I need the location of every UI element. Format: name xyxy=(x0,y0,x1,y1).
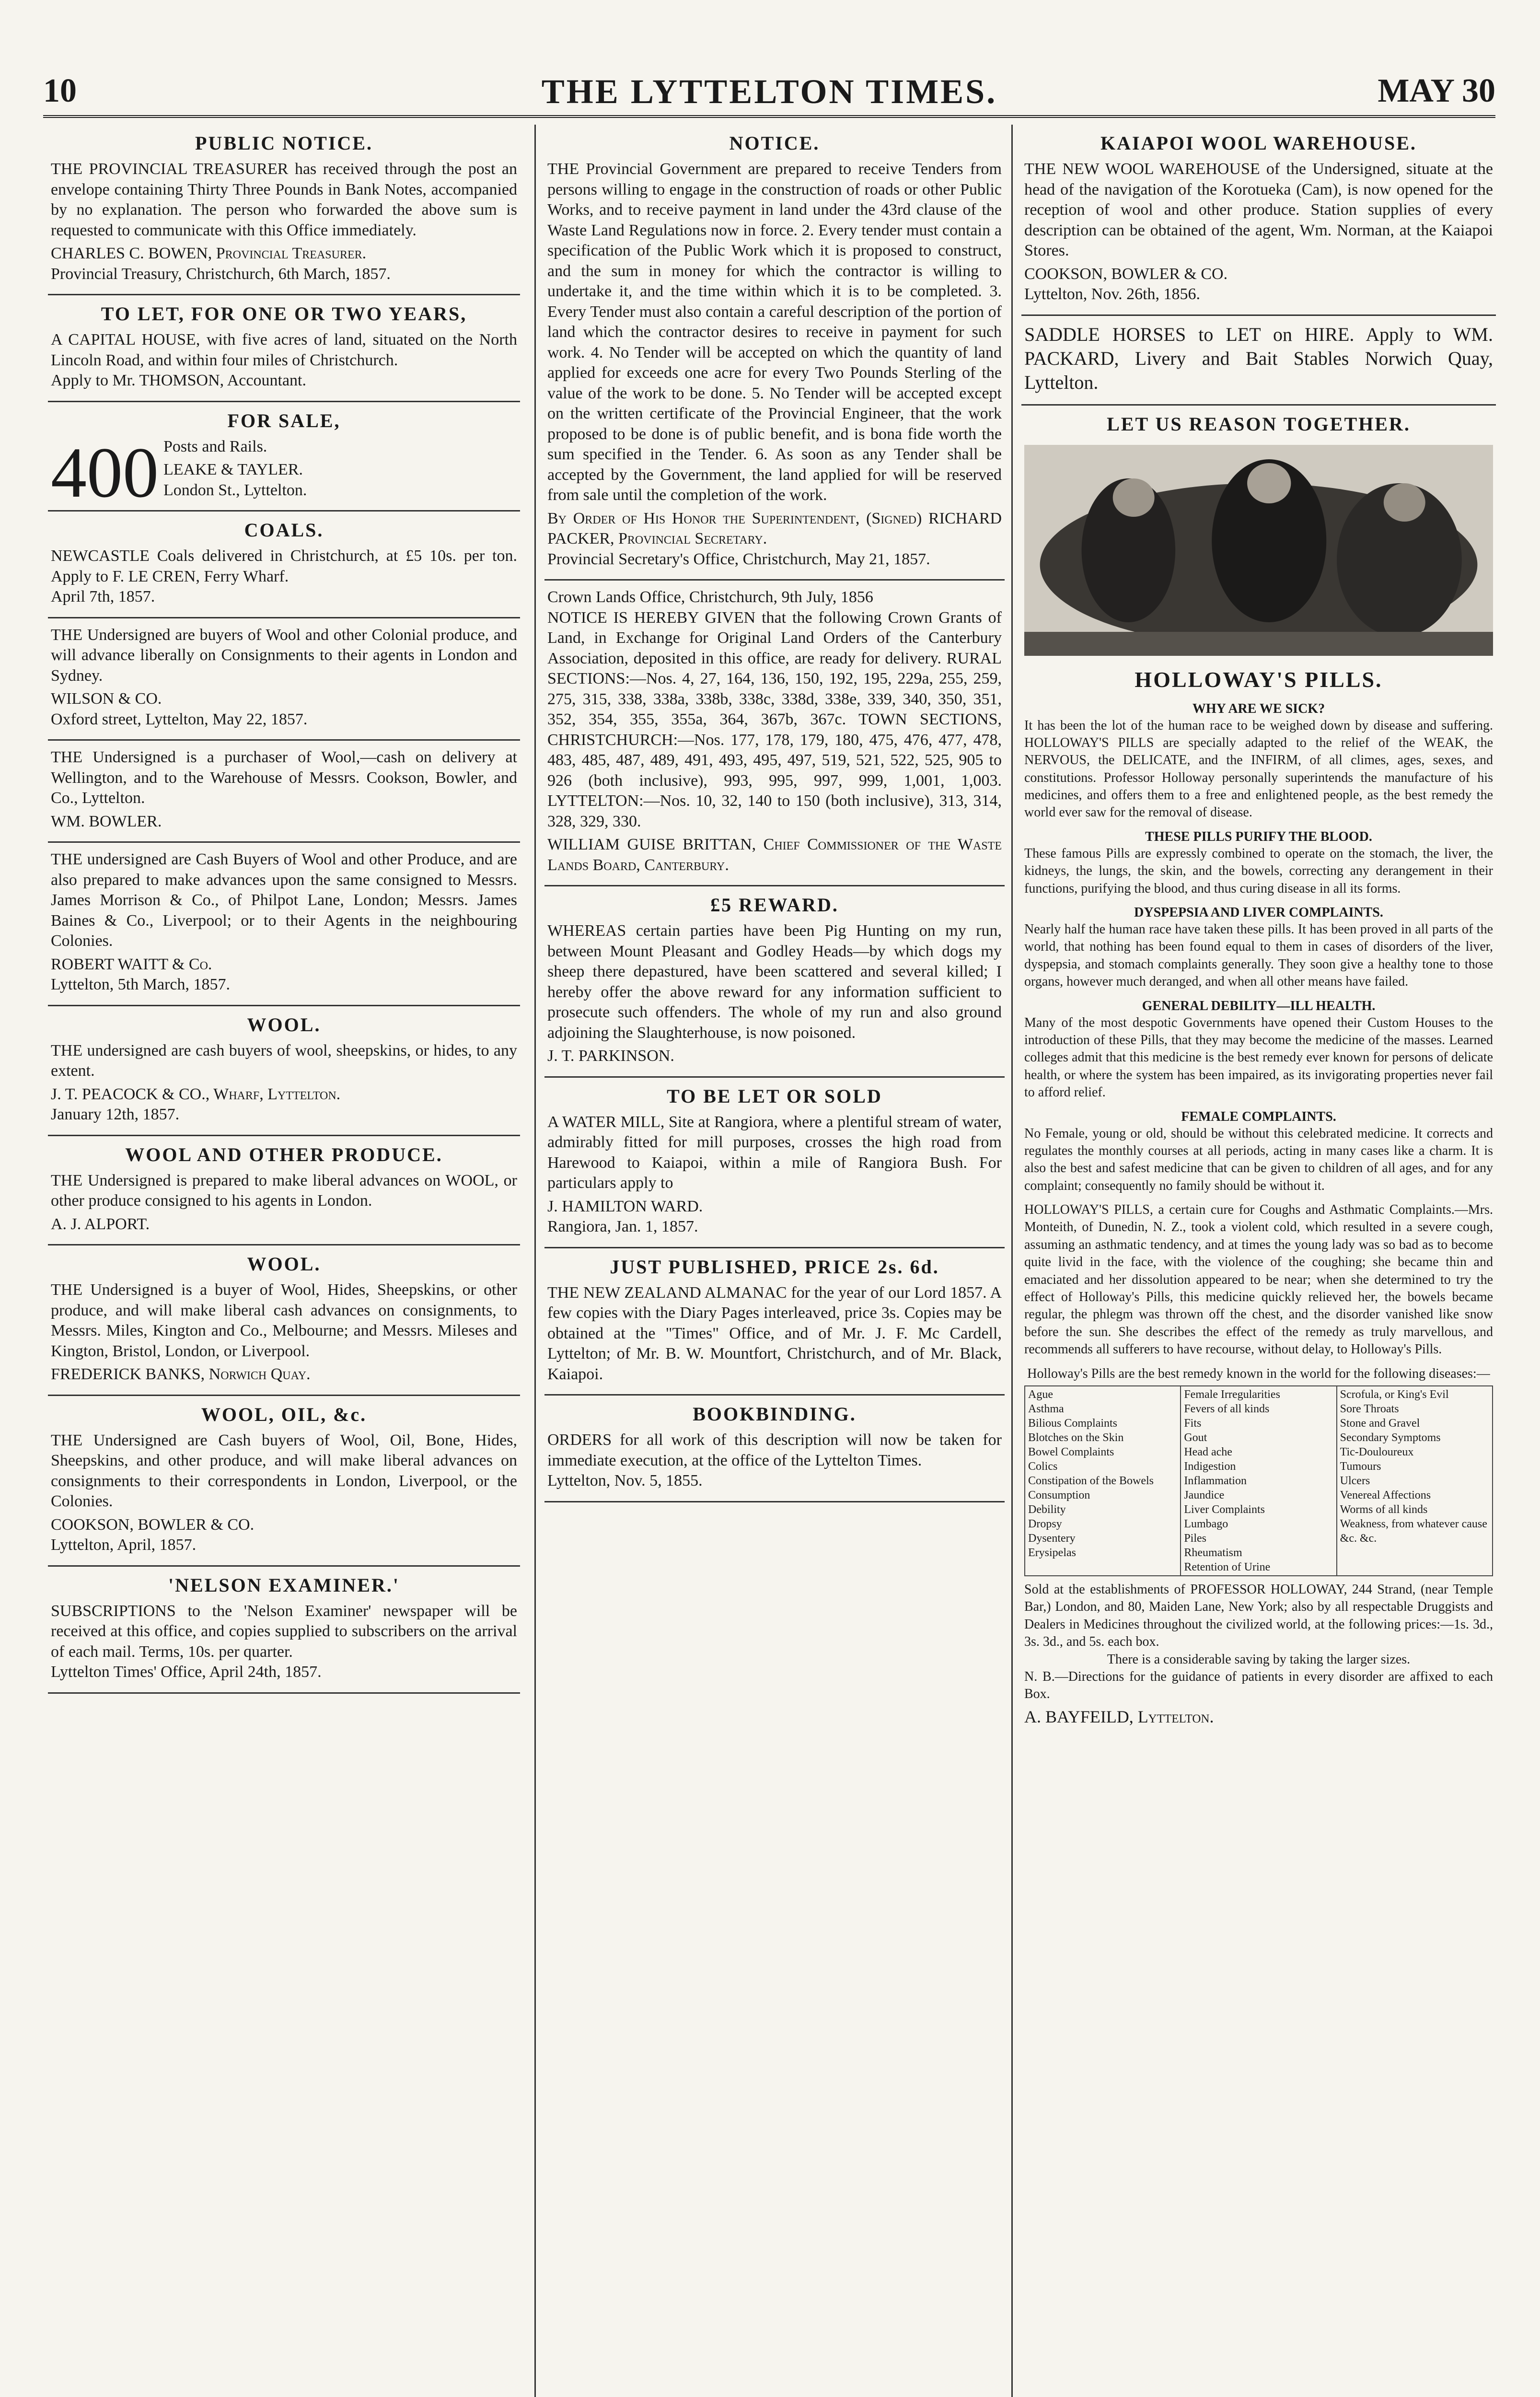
ailment-item: Weakness, from whatever cause xyxy=(1340,1518,1487,1530)
advert-product-name: HOLLOWAY'S PILLS. xyxy=(1135,667,1383,692)
advert-title: PUBLIC NOTICE. xyxy=(195,132,373,154)
ailments-column xyxy=(1181,1386,1336,1576)
advert-title: LET US REASON TOGETHER. xyxy=(1107,413,1411,435)
advertisement xyxy=(544,1396,1005,1502)
advert-signature: FREDERICK BANKS, Norwich Quay. xyxy=(51,1365,311,1383)
ailment-item: Stone and Gravel xyxy=(1340,1417,1420,1430)
nb-note: N. B.—Directions for the guidance of patients in every disorder are affixed to each Box. xyxy=(1024,1669,1493,1702)
advert-signature: WILSON & CO. xyxy=(51,690,162,708)
ailment-item: Ulcers xyxy=(1340,1475,1370,1487)
advert-big-number: 400 xyxy=(51,432,159,512)
advert-body: NOTICE IS HEREBY GIVEN that the following Crown Grants of Land, in Exchange for Original Land Orders of the Canterbury Association, deposited in this office, are ready for delivery. RURAL SECTIONS:—Nos. 4, 27, 164, 136, 150, 192, 195, 229a, 255, 259, 275, 315, 338, 338a, 338b, 338c, 338d, 338e, 339, 340, 350, 351, 352, 354, 355, 355a, 364, 367b, 367c. TOWN SECTIONS, CHRISTCHURCH:—Nos. 177, 178, 179, 180, 475, 476, 477, 478, 483, 485, 487, 489, 491, 493, 495, 497, 519, 521, 522, 525, 905 to 926 (both inclusive), 993, 995, 997, 999, 1,001, 1,003. LYTTELTON:—Nos. 10, 32, 140 to 150 (both inclusive), 313, 314, 328, 329, 330. xyxy=(547,608,1002,830)
advert-title: KAIAPOI WOOL WAREHOUSE. xyxy=(1100,132,1417,154)
advert-body: THE Undersigned is a purchaser of Wool,—cash on delivery at Wellington, and to the Warehouse of Messrs. Cookson, Bowler, and Co., Lyttelton. xyxy=(51,748,517,807)
advertisement xyxy=(48,618,520,741)
advert-title: NOTICE. xyxy=(729,132,820,154)
advert-footer: Oxford street, Lyttelton, May 22, 1857. xyxy=(51,710,308,728)
advert-body: NEWCASTLE Coals delivered in Christchurch, at £5 10s. per ton. Apply to F. LE CREN, Ferry Wharf. xyxy=(51,547,517,585)
ailments-table-title: Holloway's Pills are the best remedy known in the world for the following diseases:— xyxy=(1027,1366,1490,1381)
advertisement xyxy=(48,402,520,512)
advert-signature: COOKSON, BOWLER & CO. xyxy=(51,1515,255,1534)
advert-body: ORDERS for all work of this description will now be taken for immediate execution, at the office of the Lyttelton Times. xyxy=(547,1431,1002,1469)
advert-header: Crown Lands Office, Christchurch, 9th July, 1856 xyxy=(547,588,873,606)
advert-title: BOOKBINDING. xyxy=(693,1403,857,1425)
advertisement xyxy=(48,1567,520,1694)
section-heading: WHY ARE WE SICK? xyxy=(1192,701,1325,716)
newspaper-title: THE LYTTELTON TIMES. xyxy=(541,72,997,111)
advert-title: TO LET, FOR ONE OR TWO YEARS, xyxy=(101,303,467,325)
ailment-item: Consumption xyxy=(1028,1489,1090,1501)
advert-body: THE PROVINCIAL TREASURER has received through the post an envelope containing Thirty Three Pounds in Bank Notes, accompanied by no explanation. The person who forwarded the above sum is requested to communicate with this Office immediately. xyxy=(51,160,517,239)
advert-footer: Provincial Treasury, Christchurch, 6th March, 1857. xyxy=(51,265,391,283)
ailment-item: Dysentery xyxy=(1028,1532,1076,1545)
advertisement xyxy=(48,741,520,843)
advert-signature: WM. BOWLER. xyxy=(51,812,162,830)
advertisement xyxy=(544,125,1005,581)
advert-title: FOR SALE, xyxy=(227,409,341,431)
advertisement xyxy=(48,1245,520,1396)
advertisement xyxy=(48,1396,520,1567)
advertisement xyxy=(544,886,1005,1078)
advert-body: SADDLE HORSES to LET on HIRE. Apply to WM. PACKARD, Livery and Bait Stables Norwich Quay, Lyttelton. xyxy=(1024,323,1493,393)
ailment-item: Tumours xyxy=(1340,1460,1381,1473)
ailment-item: &c. &c. xyxy=(1340,1532,1377,1545)
advert-body: THE Undersigned are buyers of Wool and other Colonial produce, and will advance liberally on Consignments to their agents in London and Sydney. xyxy=(51,626,517,685)
advert-title: JUST PUBLISHED, PRICE 2s. 6d. xyxy=(610,1256,939,1278)
advert-body: THE NEW ZEALAND ALMANAC for the year of our Lord 1857. A few copies with the Diary Pages interleaved, price 3s. Copies may be obtained at the "Times" Office, and of Mr. J. F. Mc Cardell, Lyttelton; of Mr. B. W. Mountfort, Christchurch, and of Mr. Black, Kaiapoi. xyxy=(547,1283,1002,1383)
advert-footer: Lyttelton, Nov. 26th, 1856. xyxy=(1024,285,1201,303)
advertisement xyxy=(48,295,520,402)
advert-title: COALS. xyxy=(244,519,324,541)
ailment-item: Constipation of the Bowels xyxy=(1028,1475,1154,1487)
advert-body: SUBSCRIPTIONS to the 'Nelson Examiner' newspaper will be received at this office, and copies supplied to subscribers on the arrival of each mail. Terms, 10s. per quarter. xyxy=(51,1602,517,1661)
advert-signature: A. J. ALPORT. xyxy=(51,1215,150,1233)
issue-date: MAY 30 xyxy=(1378,72,1495,109)
advert-footer: Lyttelton, 5th March, 1857. xyxy=(51,976,230,993)
section-heading: GENERAL DEBILITY—ILL HEALTH. xyxy=(1142,998,1376,1013)
advert-signature: J. HAMILTON WARD. xyxy=(547,1197,703,1215)
ailment-item: Ague xyxy=(1028,1388,1053,1401)
advert-title: WOOL. xyxy=(247,1013,321,1036)
masthead xyxy=(43,72,1495,118)
ailment-item: Rheumatism xyxy=(1184,1547,1242,1559)
advert-saddle-horses xyxy=(1021,316,1496,406)
advert-signature: COOKSON, BOWLER & CO. xyxy=(1024,265,1228,283)
advert-body: THE undersigned are Cash Buyers of Wool and other Produce, and are also prepared to make advances upon the same consigned to Messrs. James Morrison & Co., of Philpot Lane, London; Messrs. James Baines & Co., Liverpool; or to their Agents in the neighbouring Colonies. xyxy=(51,850,517,950)
ailment-item: Sore Throats xyxy=(1340,1403,1399,1415)
ailment-item: Gout xyxy=(1184,1431,1207,1444)
advertisement xyxy=(48,512,520,618)
advert-footer: Provincial Secretary's Office, Christchurch, May 21, 1857. xyxy=(547,550,930,568)
advert-footer: Lyttelton, Nov. 5, 1855. xyxy=(547,1472,703,1489)
section-text: It has been the lot of the human race to be weighed down by disease and suffering. HOLLOWAY'S PILLS are specially adapted to the relief of the WEAK, the NERVOUS, the DELICATE, and the INFIRM, of all climes, ages, sexes, and constitutions. Professor Holloway personally superintends the manufacture of his medicines, and offers them to a free and enlightened people, as the best remedy the world ever saw for the removal of disease. xyxy=(1024,718,1493,820)
advert-footer: April 7th, 1857. xyxy=(51,588,155,605)
section-text: Many of the most despotic Governments have opened their Custom Houses to the introduction of these Pills, that they may become the medicine of the masses. Learned colleges admit that this medicine is the best remedy ever known for persons of delicate health, or where the system has been impaired, as its invigorating properties never fail to afford relief. xyxy=(1024,1015,1493,1100)
ailment-item: Bilious Complaints xyxy=(1028,1417,1118,1430)
ailment-item: Inflammation xyxy=(1184,1475,1247,1487)
column-right xyxy=(1011,125,1496,2397)
column-left xyxy=(48,125,520,2397)
ailment-item: Jaundice xyxy=(1184,1489,1225,1501)
ailments-column xyxy=(1025,1386,1181,1576)
advert-signature: WILLIAM GUISE BRITTAN, Chief Commissioner of the Waste Lands Board, Canterbury. xyxy=(547,836,1002,874)
advert-title: 'NELSON EXAMINER.' xyxy=(168,1574,400,1596)
advert-footer: Apply to Mr. THOMSON, Accountant. xyxy=(51,372,306,389)
advert-body: Posts and Rails. xyxy=(163,437,267,455)
advert-title: WOOL, OIL, &c. xyxy=(201,1403,367,1425)
advert-footer: London St., Lyttelton. xyxy=(163,481,307,499)
ailment-item: Female Irregularities xyxy=(1184,1388,1280,1401)
ailment-item: Indigestion xyxy=(1184,1460,1236,1473)
column-middle xyxy=(534,125,1005,2397)
ailment-item: Head ache xyxy=(1184,1446,1232,1458)
advert-signature: J. T. PEACOCK & CO., Wharf, Lyttelton. xyxy=(51,1085,341,1103)
ailment-item: Worms of all kinds xyxy=(1340,1503,1428,1516)
advertisement xyxy=(48,1136,520,1246)
ailments-table xyxy=(1024,1385,1493,1576)
page-number: 10 xyxy=(43,72,77,109)
advert-signature: J. T. PARKINSON. xyxy=(547,1047,674,1065)
ailment-item: Scrofula, or King's Evil xyxy=(1340,1388,1449,1401)
advert-body: THE Undersigned is prepared to make liberal advances on WOOL, or other produce consigned to his agents in London. xyxy=(51,1171,517,1210)
agent-signature: A. BAYFEILD, Lyttelton. xyxy=(1024,1707,1214,1726)
section-text: These famous Pills are expressly combined to operate on the stomach, the liver, the kidneys, the lungs, the skin, and the bowels, correcting any derangement in their functions, purifying the blood, and thus curing disease in all its forms. xyxy=(1024,846,1493,896)
ailment-item: Venereal Affections xyxy=(1340,1489,1431,1501)
advert-title: WOOL. xyxy=(247,1253,321,1275)
advert-body: THE Undersigned is a buyer of Wool, Hides, Sheepskins, or other produce, and will make liberal cash advances on consignments, to Messrs. Miles, Kington and Co., Melbourne; and Messrs. Mileses and Kington, Bristol, London, or Liverpool. xyxy=(51,1281,517,1360)
sold-by-text: Sold at the establishments of PROFESSOR HOLLOWAY, 244 Strand, (near Temple Bar,) London, and 80, Maiden Lane, New York; also by all respectable Druggists and Dealers in Medicines throughout the civilized world, at the following prices:—1s. 3d., 3s. 3d., and 5s. each box. xyxy=(1024,1582,1493,1650)
advert-kaiapoi-warehouse xyxy=(1021,125,1496,316)
advertisement xyxy=(544,581,1005,886)
advert-signature: CHARLES C. BOWEN, Provincial Treasurer. xyxy=(51,244,367,262)
ailment-item: Lumbago xyxy=(1184,1518,1228,1530)
ailments-column xyxy=(1337,1386,1493,1576)
section-heading: FEMALE COMPLAINTS. xyxy=(1181,1109,1336,1124)
advertisement xyxy=(544,1248,1005,1396)
testimonial-text: HOLLOWAY'S PILLS, a certain cure for Coughs and Asthmatic Complaints.—Mrs. Monteith, of Dunedin, N. Z., took a violent cold, which resulted in a severe cough, assuming an asthmatic tendency, and at times the young lady was so bad as to become quite livid in the face, with the violence of the coughing; she became thin and emaciated and her dissolution appeared to be near; when she determined to try the effect of Holloway's Pills, this medicine quickly relieved her, the bowels became regular, the phlegm was thrown off the chest, and the disorder vanished like snow before the sun. She describes the effect of the remedy as truly marvellous, and recommends all sufferers to have recourse, without delay, to Holloway's Pills. xyxy=(1024,1202,1493,1357)
advert-body: THE Provincial Government are prepared to receive Tenders from persons willing to engage in the construction of roads or other Public Works, and to receive payment in land under the 43rd clause of the Waste Land Regulations now in force. 2. Every tender must contain a specification of the Public Work which it is proposed to construct, and the sum in money for which the contractor is willing to undertake it, and the time within which it is to be completed. 3. Every Tender must also contain a careful description of the portion of land which the contractor desires to receive in payment for such work. 4. No Tender will be accepted on which the quantity of land applied for exceeds one acre for every Two Pounds Sterling of the value of the work to be done. 5. No Tender will be accepted except on the written certificate of the Provincial Engineer, that the work proposed to be done is of public benefit, and is bona fide worth the sum specified in the Tender. 6. As soon as any Tender shall be accepted by the Government, the land applied for will be reserved from sale until the completion of the work. xyxy=(547,160,1002,504)
advertisement xyxy=(48,843,520,1006)
advert-signature: By Order of His Honor the Superintendent, (Signed) RICHARD PACKER, Provincial Secretary. xyxy=(547,509,1002,547)
advert-body: A WATER MILL, Site at Rangiora, where a plentiful stream of water, admirably fitted for mill purposes, crosses the high road from Harewood to Kaiapoi, within a mile of Rangiora Bush. For particulars apply to xyxy=(547,1113,1002,1192)
advert-body: A CAPITAL HOUSE, with five acres of land, situated on the North Lincoln Road, and within four miles of Christchurch. xyxy=(51,331,517,369)
engraving-illustration xyxy=(1024,445,1493,656)
ailment-item: Bowel Complaints xyxy=(1028,1446,1114,1458)
advert-body: THE undersigned are cash buyers of wool, sheepskins, or hides, to any extent. xyxy=(51,1041,517,1080)
ailment-item: Asthma xyxy=(1028,1403,1064,1415)
advert-signature: ROBERT WAITT & Co. xyxy=(51,955,212,973)
section-text: Nearly half the human race have taken these pills. It has been proved in all parts of the world, that nothing has been found equal to them in cases of disorders of the liver, dyspepsia, and stomach complaints generally. They soon give a healthy tone to those organs, however much deranged, and when all other means have failed. xyxy=(1024,922,1493,989)
ailment-item: Fits xyxy=(1184,1417,1202,1430)
advert-title: £5 REWARD. xyxy=(710,894,839,916)
section-heading: THESE PILLS PURIFY THE BLOOD. xyxy=(1145,829,1372,844)
advert-footer: Lyttelton Times' Office, April 24th, 1857. xyxy=(51,1663,322,1681)
ailment-item: Secondary Symptoms xyxy=(1340,1431,1441,1444)
advertisement xyxy=(544,1078,1005,1248)
ailment-item: Colics xyxy=(1028,1460,1058,1473)
advertisement xyxy=(48,1006,520,1136)
advert-body: THE Undersigned are Cash buyers of Wool, Oil, Bone, Hides, Sheepskins, and other produce, and will make liberal advances on consignments to their correspondents in London, Liverpool, or the Colonies. xyxy=(51,1431,517,1510)
advert-body: WHEREAS certain parties have been Pig Hunting on my run, between Mount Pleasant and Godley Heads—by which dogs my sheep there depastured, have been scattered and several killed; I hereby offer the above reward for any information sufficient to prosecute such offenders. The whole of my run and also ground adjoining the Slaughterhouse, is now poisoned. xyxy=(547,922,1002,1042)
ailment-item: Blotches on the Skin xyxy=(1028,1431,1124,1444)
saving-note: There is a considerable saving by taking the larger sizes. xyxy=(1107,1652,1411,1667)
advert-title: TO BE LET OR SOLD xyxy=(667,1085,882,1107)
section-text: No Female, young or old, should be without this celebrated medicine. It corrects and regulates the monthly courses at all periods, acting in many cases like a charm. It is also the best and safest medicine that can be given to children of all ages, and for any complaint; consequently no family should be without it. xyxy=(1024,1126,1493,1193)
advert-title: WOOL AND OTHER PRODUCE. xyxy=(125,1143,443,1165)
advert-footer: Rangiora, Jan. 1, 1857. xyxy=(547,1218,698,1235)
ailment-item: Dropsy xyxy=(1028,1518,1062,1530)
advert-signature: LEAKE & TAYLER. xyxy=(163,461,303,478)
ailment-item: Retention of Urine xyxy=(1184,1561,1271,1573)
section-heading: DYSPEPSIA AND LIVER COMPLAINTS. xyxy=(1134,905,1383,920)
ailment-item: Piles xyxy=(1184,1532,1207,1545)
ailment-item: Fevers of all kinds xyxy=(1184,1403,1270,1415)
advert-holloway-pills xyxy=(1021,406,1496,1737)
advert-body: THE NEW WOOL WAREHOUSE of the Undersigned, situate at the head of the navigation of the Korotueka (Cam), is now opened for the reception of wool and other produce. Station supplies of every description can be obtained of the agent, Wm. Norman, at the Kaiapoi Stores. xyxy=(1024,160,1493,259)
ailment-item: Liver Complaints xyxy=(1184,1503,1265,1516)
advert-footer: January 12th, 1857. xyxy=(51,1105,180,1123)
advert-footer: Lyttelton, April, 1857. xyxy=(51,1536,197,1554)
ailment-item: Erysipelas xyxy=(1028,1547,1076,1559)
ailment-item: Tic-Douloureux xyxy=(1340,1446,1414,1458)
ailment-item: Debility xyxy=(1028,1503,1066,1516)
advertisement xyxy=(48,125,520,295)
